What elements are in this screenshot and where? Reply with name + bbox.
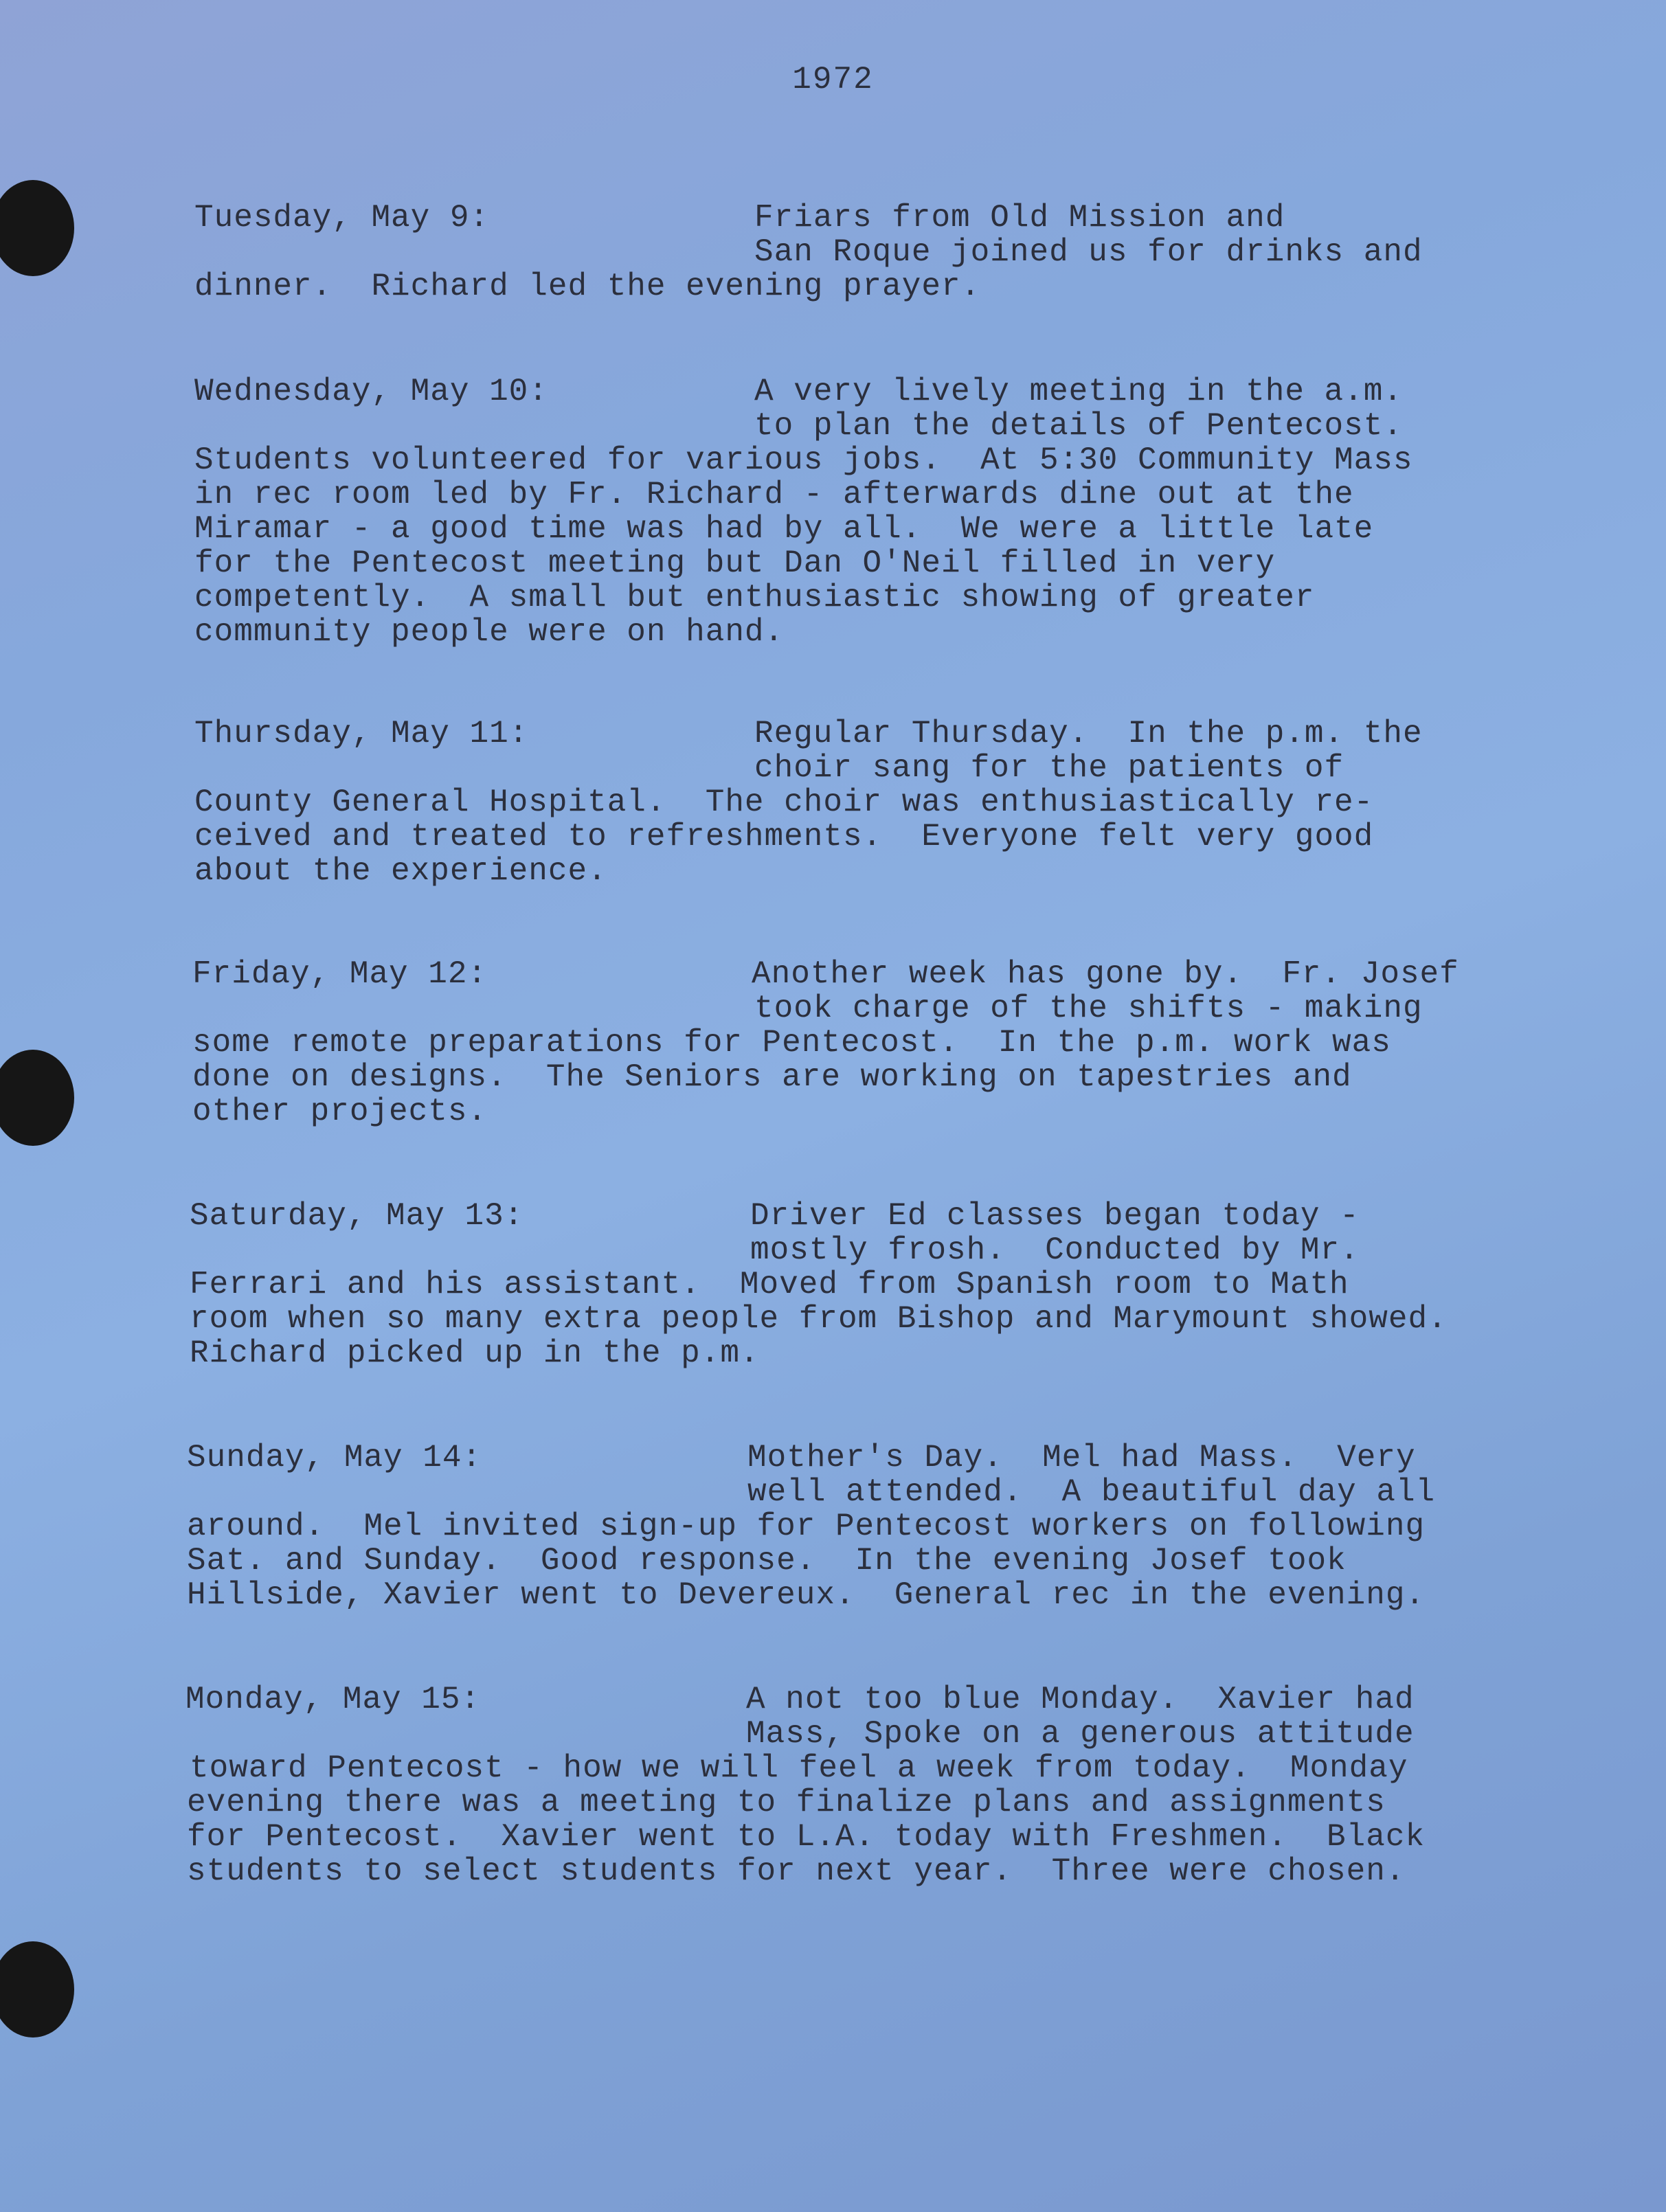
entry-text-line: took charge of the shifts - making bbox=[754, 991, 1423, 1026]
entry-text-line: Driver Ed classes began today - bbox=[750, 1198, 1360, 1234]
entry-text-line: evening there was a meeting to finalize plans and assignments bbox=[187, 1785, 1386, 1820]
entry-text-line: students to select students for next year. Three were chosen. bbox=[187, 1853, 1406, 1889]
entry-text-line: other projects. bbox=[192, 1094, 488, 1129]
entry-date: Wednesday, May 10: bbox=[194, 374, 548, 409]
entry-date: Sunday, May 14: bbox=[187, 1440, 482, 1476]
entry-text-line: well attended. A beautiful day all bbox=[747, 1474, 1436, 1510]
entry-date: Saturday, May 13: bbox=[190, 1198, 524, 1234]
binder-hole bbox=[0, 1941, 74, 2038]
entry-text-line: Ferrari and his assistant. Moved from Spanish room to Math bbox=[190, 1267, 1349, 1302]
entry-text-line: County General Hospital. The choir was enthusiastically re- bbox=[194, 785, 1374, 820]
entry-date: Friday, May 12: bbox=[192, 956, 488, 992]
entry-text-line: A not too blue Monday. Xavier had bbox=[746, 1682, 1415, 1717]
entry-text-line: room when so many extra people from Bishop and Marymount showed. bbox=[190, 1301, 1448, 1337]
entry-text-line: ceived and treated to refreshments. Everyone felt very good bbox=[194, 819, 1374, 855]
entry-text-line: some remote preparations for Pentecost. In the p.m. work was bbox=[192, 1025, 1391, 1061]
entry-text-line: Mother's Day. Mel had Mass. Very bbox=[747, 1440, 1416, 1476]
entry-text-line: community people were on hand. bbox=[194, 614, 785, 650]
entry-date: Tuesday, May 9: bbox=[194, 200, 490, 236]
entry-date: Thursday, May 11: bbox=[194, 716, 529, 752]
entry-date: Monday, May 15: bbox=[185, 1682, 481, 1717]
entry-text-line: for the Pentecost meeting but Dan O'Neil filled in very bbox=[194, 545, 1276, 581]
entry-text-line: Regular Thursday. In the p.m. the bbox=[754, 716, 1423, 752]
entry-text-line: Mass, Spoke on a generous attitude bbox=[746, 1716, 1415, 1752]
binder-hole bbox=[0, 180, 74, 276]
entry-text-line: dinner. Richard led the evening prayer. bbox=[194, 269, 981, 304]
entry-text-line: mostly frosh. Conducted by Mr. bbox=[750, 1232, 1360, 1268]
entry-text-line: competently. A small but enthusiastic showing of greater bbox=[194, 580, 1315, 616]
entry-text-line: San Roque joined us for drinks and bbox=[754, 234, 1423, 270]
entry-text-line: Friars from Old Mission and bbox=[754, 200, 1285, 236]
binder-hole bbox=[0, 1050, 74, 1146]
entry-text-line: choir sang for the patients of bbox=[754, 750, 1344, 786]
entry-text-line: about the experience. bbox=[194, 853, 607, 889]
entry-text-line: in rec room led by Fr. Richard - afterwards dine out at the bbox=[194, 477, 1354, 512]
entry-text-line: Students volunteered for various jobs. At 5:30 Community Mass bbox=[194, 442, 1413, 478]
entry-text-line: A very lively meeting in the a.m. bbox=[754, 374, 1403, 409]
entry-text-line: done on designs. The Seniors are working on tapestries and bbox=[192, 1059, 1352, 1095]
entry-text-line: Richard picked up in the p.m. bbox=[190, 1335, 760, 1371]
entry-text-line: to plan the details of Pentecost. bbox=[754, 408, 1403, 444]
entry-text-line: Sat. and Sunday. Good response. In the evening Josef took bbox=[187, 1543, 1347, 1579]
entry-text-line: Hillside, Xavier went to Devereux. General rec in the evening. bbox=[187, 1577, 1426, 1613]
entry-text-line: Miramar - a good time was had by all. We were a little late bbox=[194, 511, 1374, 547]
entry-text-line: for Pentecost. Xavier went to L.A. today with Freshmen. Black bbox=[187, 1819, 1426, 1855]
entry-text-line: toward Pentecost - how we will feel a week from today. Monday bbox=[190, 1750, 1408, 1786]
entry-text-line: around. Mel invited sign-up for Pentecost workers on following bbox=[187, 1509, 1426, 1544]
page-year: 1972 bbox=[792, 62, 874, 98]
entry-text-line: Another week has gone by. Fr. Josef bbox=[752, 956, 1459, 992]
